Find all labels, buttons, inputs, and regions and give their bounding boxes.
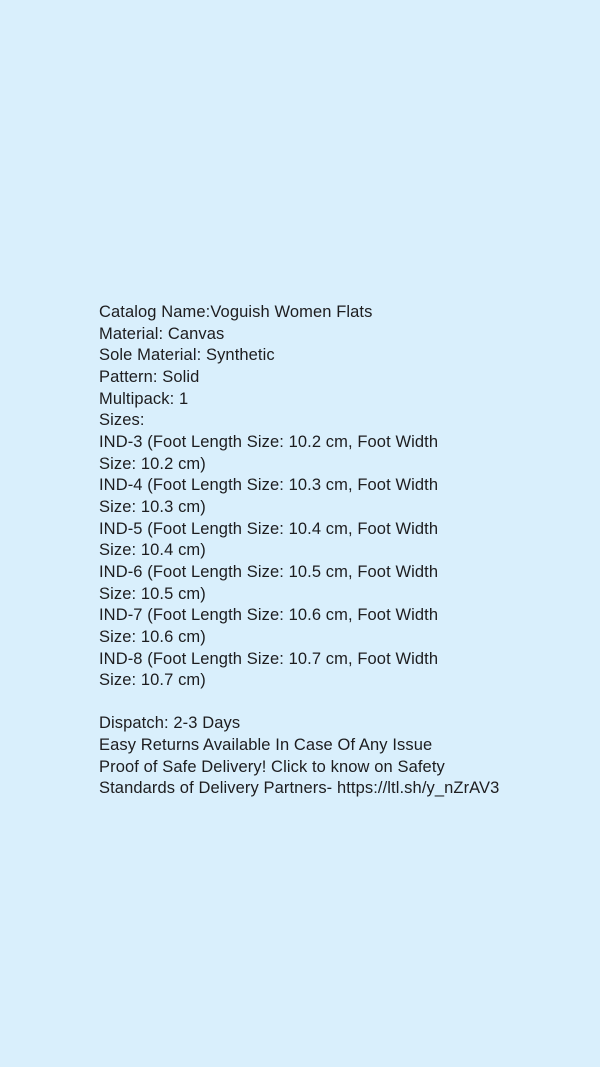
description-line: Multipack: 1 bbox=[99, 389, 189, 408]
description-line: Size: 10.6 cm) bbox=[99, 627, 206, 646]
description-line: IND-4 (Foot Length Size: 10.3 cm, Foot Width bbox=[99, 476, 439, 495]
description-line: IND-8 (Foot Length Size: 10.7 cm, Foot Width bbox=[99, 649, 439, 668]
description-line: Proof of Safe Delivery! Click to know on Safety bbox=[99, 757, 445, 776]
description-line: Size: 10.4 cm) bbox=[99, 541, 206, 560]
description-line: Catalog Name:Voguish Women Flats bbox=[99, 303, 373, 321]
description-line: IND-5 (Foot Length Size: 10.4 cm, Foot Width bbox=[99, 519, 439, 538]
description-line: Standards of Delivery Partners- https://ltl.sh/y_nZrAV3 bbox=[99, 779, 500, 798]
description-line: Dispatch: 2-3 Days bbox=[99, 714, 241, 733]
description-line: Easy Returns Available In Case Of Any Issue bbox=[99, 736, 433, 755]
description-line: Size: 10.5 cm) bbox=[99, 584, 206, 603]
description-line: Size: 10.2 cm) bbox=[99, 454, 206, 473]
description-line: Material: Canvas bbox=[99, 324, 225, 343]
product-description-text bbox=[99, 302, 499, 800]
description-line: Sizes: bbox=[99, 411, 145, 430]
description-line: IND-7 (Foot Length Size: 10.6 cm, Foot Width bbox=[99, 606, 439, 625]
description-line: Sole Material: Synthetic bbox=[99, 346, 275, 365]
description-line bbox=[99, 692, 499, 714]
description-line: IND-6 (Foot Length Size: 10.5 cm, Foot Width bbox=[99, 562, 439, 581]
description-line: Pattern: Solid bbox=[99, 367, 200, 386]
description-line: Size: 10.3 cm) bbox=[99, 497, 206, 516]
description-line: Size: 10.7 cm) bbox=[99, 671, 206, 690]
description-line: IND-3 (Foot Length Size: 10.2 cm, Foot Width bbox=[99, 432, 439, 451]
